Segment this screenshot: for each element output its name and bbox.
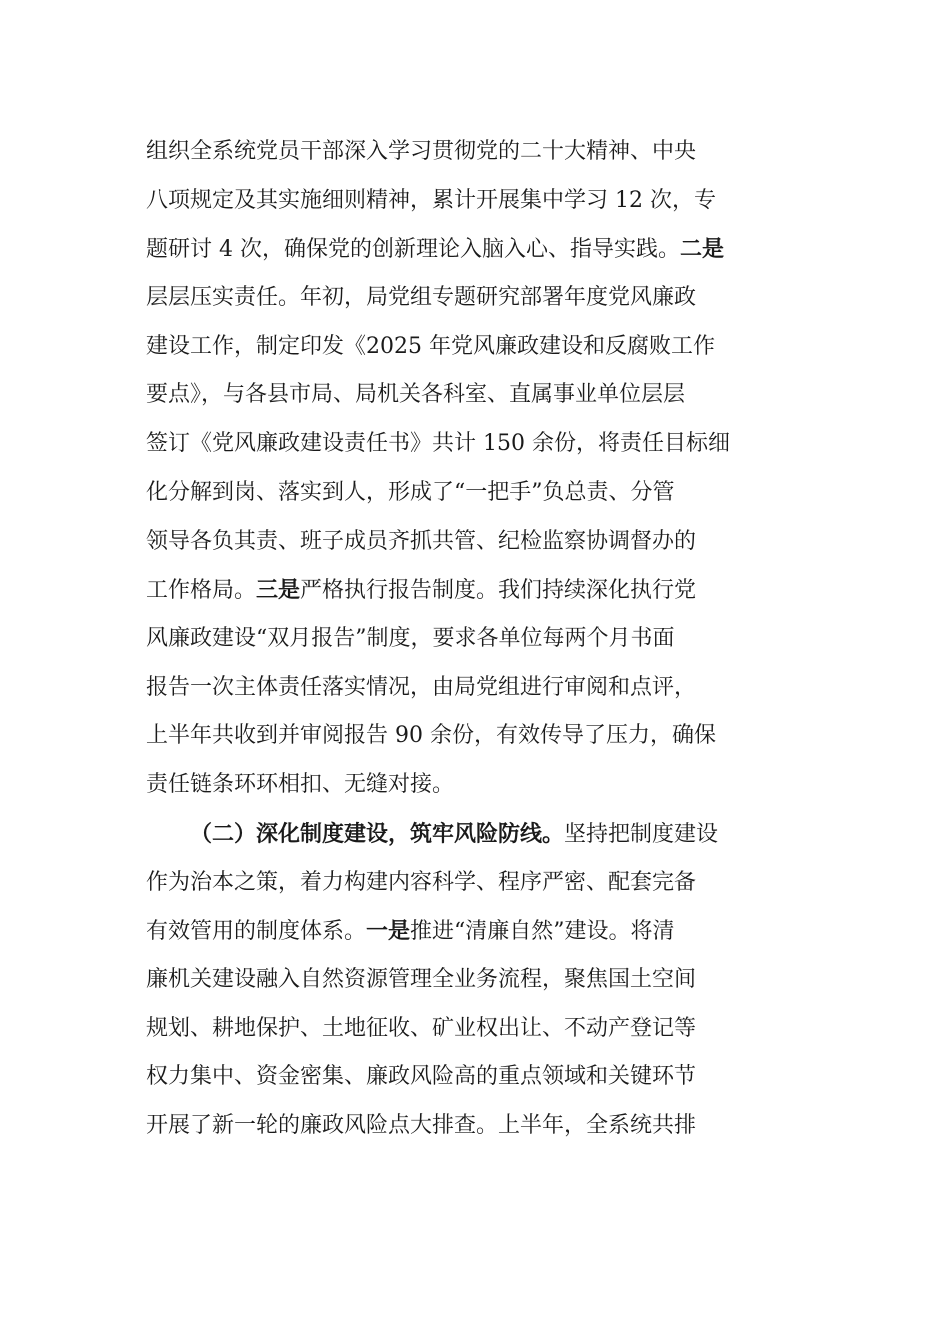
- text-line: [146, 1102, 718, 1151]
- text-segment: 上半年共收到并审阅报告 90 余份，有效传导了压力，确保: [146, 723, 716, 749]
- text-line: [146, 274, 730, 323]
- text-line: [146, 420, 730, 469]
- bold-text-segment: 三是: [256, 577, 301, 604]
- text-segment: 层层压实责任。年初，局党组专题研究部署年度党风廉政: [146, 285, 697, 311]
- text-line: [146, 177, 730, 226]
- text-line: [146, 128, 730, 177]
- text-segment: 要点》，与各县市局、局机关各科室、直属事业单位层层: [146, 382, 686, 408]
- text-segment: 组织全系统党员干部深入学习贯彻党的二十大精神、中央: [146, 139, 697, 164]
- bold-text-segment: 二是: [680, 236, 725, 263]
- text-line: [146, 1053, 718, 1102]
- text-segment: 八项规定及其实施细则精神，累计开展集中学习 12 次，专: [146, 187, 716, 213]
- text-segment: 廉机关建设融入自然资源管理全业务流程，聚焦国土空间: [146, 967, 697, 993]
- text-segment: 开展了新一轮的廉政风险点大排查。上半年，全系统共排: [146, 1113, 697, 1139]
- text-segment: 风廉政建设“双月报告”制度，要求各单位每两个月书面: [146, 625, 675, 651]
- bold-text-segment: 一是: [366, 918, 411, 945]
- text-segment: 建设工作，制定印发《2025 年党风廉政建设和反腐败工作: [146, 333, 715, 359]
- text-line: [146, 225, 730, 274]
- text-segment: 签订《党风廉政建设责任书》共计 150 余份，将责任目标细: [146, 431, 730, 457]
- text-line: [146, 371, 730, 420]
- text-segment: 推进“清廉自然”建设。将清: [410, 919, 675, 945]
- bold-text-segment: （二）深化制度建设，筑牢风险防线。: [190, 821, 565, 847]
- text-segment: 工作格局。: [146, 578, 257, 604]
- text-segment: 领导各负其责、班子成员齐抓共管、纪检监察协调督办的: [146, 528, 697, 554]
- text-line: [146, 907, 718, 956]
- text-line: [146, 761, 730, 810]
- paragraph-2: [146, 810, 718, 1151]
- text-line: [146, 615, 730, 664]
- text-segment: 责任链条环环相扣、无缝对接。: [146, 771, 455, 797]
- text-line: [146, 518, 730, 567]
- text-line: [146, 712, 730, 761]
- text-line: [146, 810, 718, 859]
- text-segment: 坚持把制度建设: [564, 822, 719, 847]
- text-line: [146, 956, 718, 1005]
- text-line: [146, 1005, 718, 1054]
- text-line: [146, 566, 730, 615]
- text-segment: 报告一次主体责任落实情况，由局党组进行审阅和点评，: [146, 674, 697, 700]
- text-segment: 规划、耕地保护、土地征收、矿业权出让、不动产登记等: [146, 1015, 697, 1041]
- text-segment: 权力集中、资金密集、廉政风险高的重点领域和关键环节: [146, 1064, 697, 1090]
- text-line: [146, 469, 730, 518]
- paragraph-1: [146, 128, 730, 810]
- text-segment: 有效管用的制度体系。: [146, 919, 367, 945]
- text-segment: 化分解到岗、落实到人，形成了“一把手”负总责、分管: [146, 479, 675, 505]
- text-line: [146, 859, 718, 908]
- text-segment: 作为治本之策，着力构建内容科学、程序严密、配套完备: [146, 869, 697, 895]
- text-line: [146, 323, 730, 372]
- text-segment: 题研讨 4 次，确保党的创新理论入脑入心、指导实践。: [146, 237, 680, 263]
- text-segment: 严格执行报告制度。我们持续深化执行党: [300, 578, 697, 604]
- text-line: [146, 664, 730, 713]
